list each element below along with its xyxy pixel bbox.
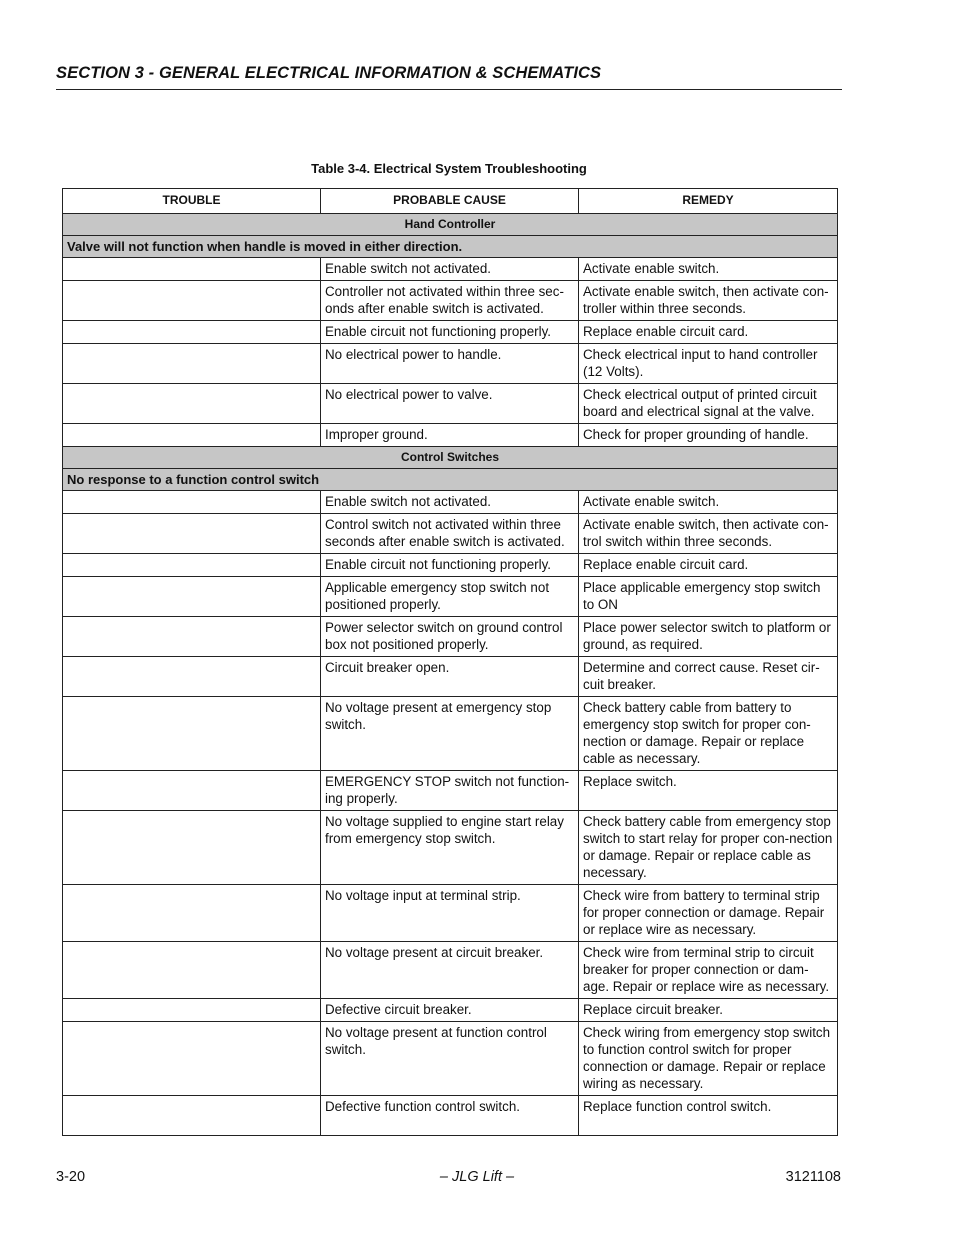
- probable-cause-cell: No electrical power to valve.: [321, 384, 579, 424]
- probable-cause-cell: EMERGENCY STOP switch not function-ing properly.: [321, 771, 579, 811]
- probable-cause-cell: Enable switch not activated.: [321, 491, 579, 514]
- probable-cause-cell: Defective circuit breaker.: [321, 999, 579, 1022]
- probable-cause-cell: Applicable emergency stop switch not positioned properly.: [321, 577, 579, 617]
- trouble-cell: [63, 424, 321, 447]
- probable-cause-cell: No voltage present at emergency stop switch.: [321, 697, 579, 771]
- probable-cause-cell: Enable switch not activated.: [321, 258, 579, 281]
- trouble-cell: [63, 811, 321, 885]
- table-row: [63, 344, 838, 384]
- trouble-description: No response to a function control switch: [63, 469, 838, 491]
- table-row: [63, 384, 838, 424]
- remedy-cell: Check wire from battery to terminal strip for proper connection or damage. Repair or replace wire as necessary.: [579, 885, 838, 942]
- remedy-cell: Replace switch.: [579, 771, 838, 811]
- probable-cause-cell: Circuit breaker open.: [321, 657, 579, 697]
- table-row: [63, 697, 838, 771]
- remedy-cell: Check battery cable from battery to emergency stop switch for proper con-nection or damage. Repair or replace cable as necessary.: [579, 697, 838, 771]
- trouble-cell: [63, 1096, 321, 1136]
- trouble-cell: [63, 657, 321, 697]
- probable-cause-cell: Enable circuit not functioning properly.: [321, 554, 579, 577]
- trouble-cell: [63, 942, 321, 999]
- remedy-cell: Check wiring from emergency stop switch to function control switch for proper connection or damage. Repair or replace wiring as necessary.: [579, 1022, 838, 1096]
- table-row: [63, 321, 838, 344]
- remedy-cell: Replace enable circuit card.: [579, 554, 838, 577]
- remedy-cell: Replace function control switch.: [579, 1096, 838, 1136]
- troubleshooting-table: [62, 188, 838, 1136]
- trouble-cell: [63, 999, 321, 1022]
- table-row: [63, 617, 838, 657]
- trouble-cell: [63, 577, 321, 617]
- remedy-cell: Activate enable switch.: [579, 491, 838, 514]
- remedy-cell: Place applicable emergency stop switch to ON: [579, 577, 838, 617]
- trouble-cell: [63, 554, 321, 577]
- remedy-cell: Determine and correct cause. Reset cir-cuit breaker.: [579, 657, 838, 697]
- table-row: [63, 942, 838, 999]
- trouble-cell: [63, 771, 321, 811]
- remedy-cell: Check battery cable from emergency stop switch to start relay for proper con-nection or damage. Repair or replace cable as necessary.: [579, 811, 838, 885]
- probable-cause-cell: Power selector switch on ground control box not positioned properly.: [321, 617, 579, 657]
- probable-cause-cell: Enable circuit not functioning properly.: [321, 321, 579, 344]
- table-row: [63, 554, 838, 577]
- probable-cause-cell: No electrical power to handle.: [321, 344, 579, 384]
- table-row: [63, 771, 838, 811]
- trouble-cell: [63, 321, 321, 344]
- table-row: [63, 258, 838, 281]
- table-row: [63, 514, 838, 554]
- trouble-description-row: [63, 236, 838, 258]
- remedy-cell: Replace enable circuit card.: [579, 321, 838, 344]
- remedy-cell: Check wire from terminal strip to circuit breaker for proper connection or dam-age. Repair or replace wire as necessary.: [579, 942, 838, 999]
- probable-cause-cell: Control switch not activated within three seconds after enable switch is activated.: [321, 514, 579, 554]
- trouble-description: Valve will not function when handle is moved in either direction.: [63, 236, 838, 258]
- table-row: [63, 999, 838, 1022]
- remedy-cell: Place power selector switch to platform or ground, as required.: [579, 617, 838, 657]
- remedy-cell: Check electrical input to hand controller (12 Volts).: [579, 344, 838, 384]
- table-row: [63, 281, 838, 321]
- table-row: [63, 1022, 838, 1096]
- table-body: [63, 214, 838, 1136]
- group-title: Control Switches: [63, 447, 838, 469]
- trouble-description-row: [63, 469, 838, 491]
- remedy-cell: Check electrical output of printed circuit board and electrical signal at the valve.: [579, 384, 838, 424]
- trouble-cell: [63, 344, 321, 384]
- group-header-row: [63, 447, 838, 469]
- trouble-cell: [63, 491, 321, 514]
- table-row: [63, 577, 838, 617]
- table-row: [63, 885, 838, 942]
- remedy-cell: Activate enable switch, then activate con-trol switch within three seconds.: [579, 514, 838, 554]
- column-header-trouble: TROUBLE: [63, 189, 321, 214]
- probable-cause-cell: No voltage present at circuit breaker.: [321, 942, 579, 999]
- group-header-row: [63, 214, 838, 236]
- trouble-cell: [63, 384, 321, 424]
- remedy-cell: Activate enable switch.: [579, 258, 838, 281]
- trouble-cell: [63, 1022, 321, 1096]
- table-row: [63, 657, 838, 697]
- trouble-cell: [63, 697, 321, 771]
- page-number: 3-20: [56, 1169, 86, 1185]
- table-row: [63, 811, 838, 885]
- trouble-cell: [63, 281, 321, 321]
- trouble-cell: [63, 885, 321, 942]
- table-row: [63, 491, 838, 514]
- trouble-cell: [63, 258, 321, 281]
- publisher-name: – JLG Lift –: [439, 1169, 515, 1185]
- group-title: Hand Controller: [63, 214, 838, 236]
- table-header-row: [63, 189, 838, 214]
- remedy-cell: Activate enable switch, then activate con-troller within three seconds.: [579, 281, 838, 321]
- column-header-probable-cause: PROBABLE CAUSE: [321, 189, 579, 214]
- remedy-cell: Check for proper grounding of handle.: [579, 424, 838, 447]
- trouble-cell: [63, 617, 321, 657]
- remedy-cell: Replace circuit breaker.: [579, 999, 838, 1022]
- section-title: SECTION 3 - GENERAL ELECTRICAL INFORMATION & SCHEMATICS: [56, 64, 842, 90]
- probable-cause-cell: No voltage supplied to engine start relay from emergency stop switch.: [321, 811, 579, 885]
- probable-cause-cell: No voltage input at terminal strip.: [321, 885, 579, 942]
- column-header-remedy: REMEDY: [579, 189, 838, 214]
- probable-cause-cell: Improper ground.: [321, 424, 579, 447]
- table-row: [63, 424, 838, 447]
- trouble-cell: [63, 514, 321, 554]
- probable-cause-cell: Controller not activated within three sec-onds after enable switch is activated.: [321, 281, 579, 321]
- probable-cause-cell: Defective function control switch.: [321, 1096, 579, 1136]
- document-number: 3121108: [785, 1169, 841, 1185]
- probable-cause-cell: No voltage present at function control switch.: [321, 1022, 579, 1096]
- table-row: [63, 1096, 838, 1136]
- table-caption: Table 3-4. Electrical System Troubleshooting: [311, 161, 587, 176]
